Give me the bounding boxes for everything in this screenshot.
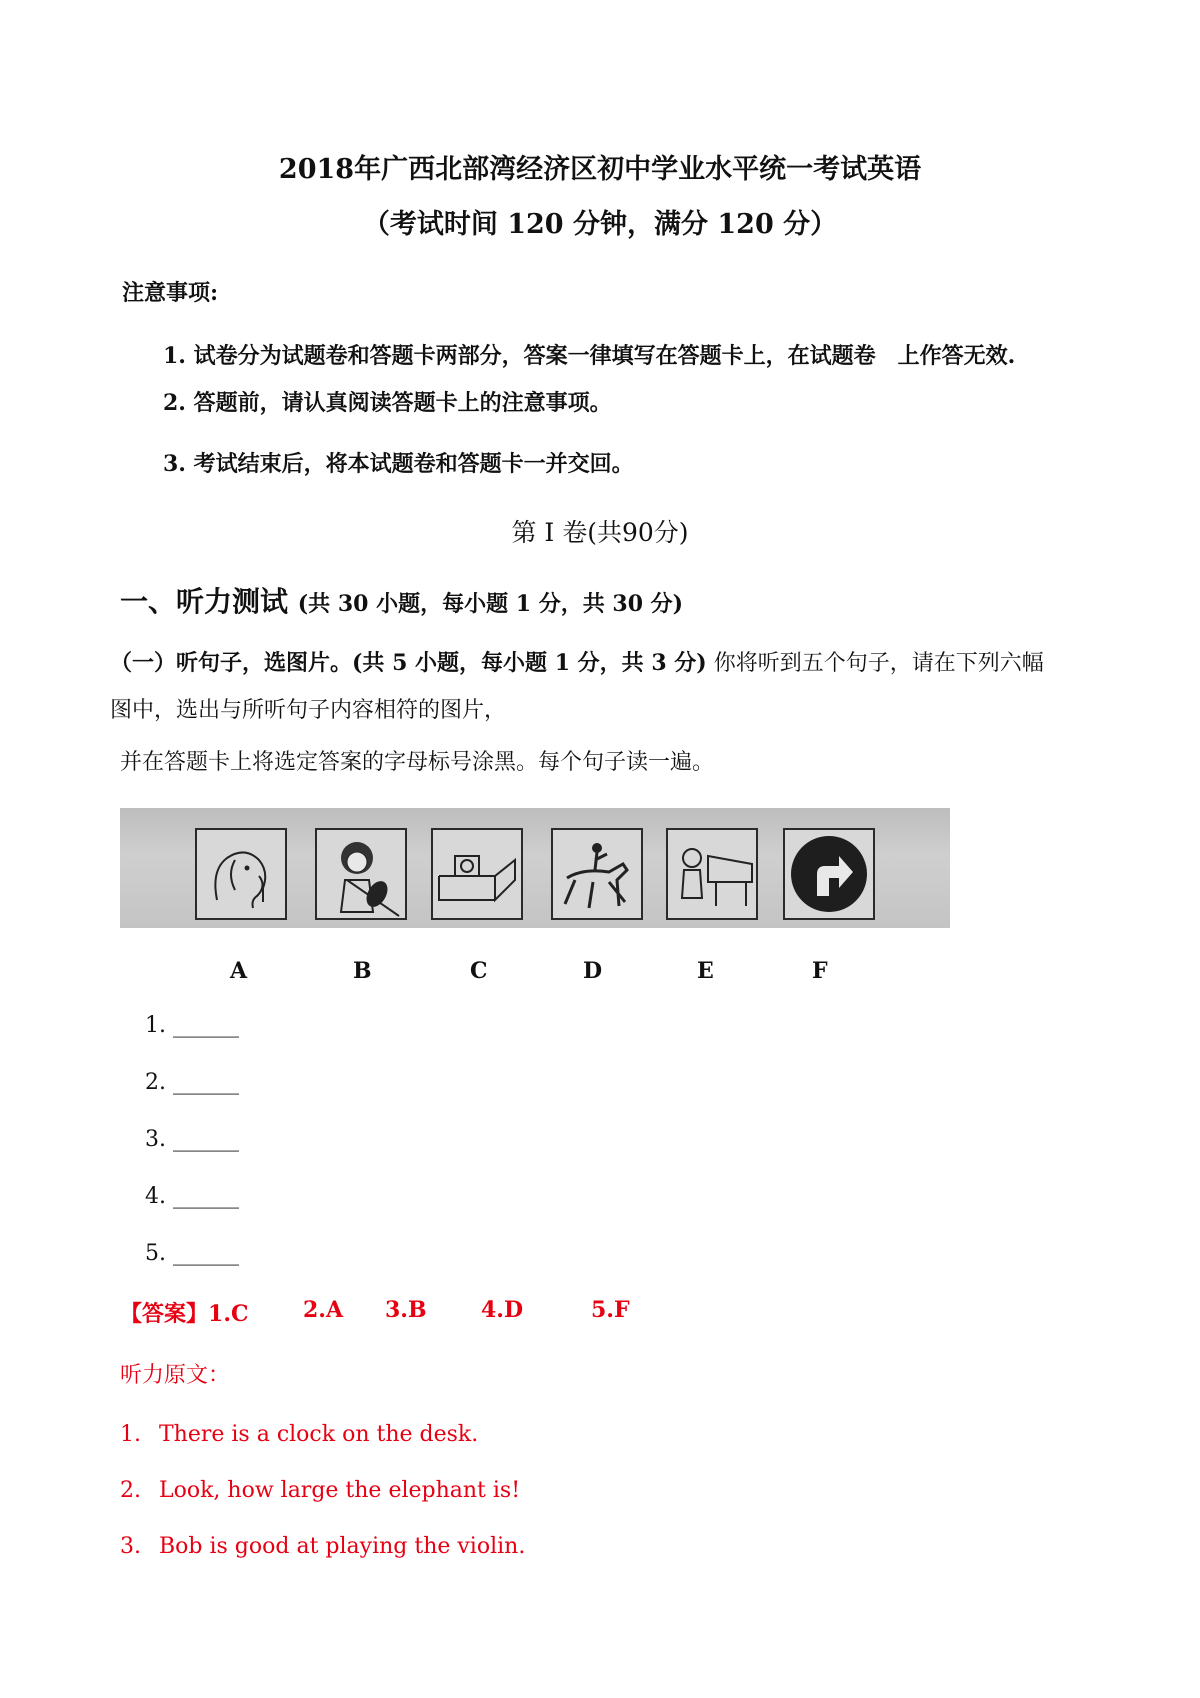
- picture-letter-a: A: [230, 958, 248, 984]
- note-item-1: 1. 试卷分为试题卷和答题卡两部分，答案一律填写在答题卡上，在试题卷 上作答无效.: [163, 343, 1016, 369]
- page-title: 2018年广西北部湾经济区初中学业水平统一考试英语: [278, 154, 922, 185]
- transcript-heading: 听力原文：: [120, 1363, 231, 1388]
- answer-blank-3[interactable]: 3. ______: [145, 1127, 239, 1152]
- note-item-2: 2. 答题前，请认真阅读答题卡上的注意事项。: [163, 390, 612, 416]
- picture-d: [551, 828, 643, 920]
- notes-heading: 注意事项:: [122, 280, 219, 306]
- picture-letter-e: E: [697, 958, 714, 984]
- transcript-text: Look, how large the elephant is!: [159, 1478, 521, 1503]
- picture-c: [431, 828, 523, 920]
- elephant-icon: [197, 830, 285, 918]
- volume-title: 第 I 卷(共90分): [511, 518, 689, 547]
- answer-item-2: 2.A: [303, 1297, 344, 1323]
- turn-right-sign-icon: [785, 830, 873, 918]
- part-instruction-line3: 并在答题卡上将选定答案的字母标号涂黑。每个句子读一遍。: [120, 750, 715, 775]
- picture-e: [666, 828, 758, 920]
- section-heading: [120, 580, 683, 620]
- answer-blank-5[interactable]: 5. ______: [145, 1241, 239, 1266]
- section-title: 一、听力测试: [120, 585, 289, 618]
- part-instruction-line1: [110, 646, 1044, 677]
- violin-player-icon: [317, 830, 405, 918]
- transcript-line-1: [120, 1422, 478, 1447]
- picture-letter-f: F: [812, 958, 828, 984]
- picture-b: [315, 828, 407, 920]
- answer-item-4: 4.D: [481, 1297, 524, 1323]
- answer-key: [120, 1297, 249, 1328]
- answer-blank-1[interactable]: 1. ______: [145, 1013, 239, 1038]
- transcript-text: Bob is good at playing the violin.: [159, 1534, 526, 1559]
- clock-on-desk-icon: [433, 830, 521, 918]
- transcript-num: 2.: [120, 1478, 141, 1503]
- note-item-3: 3. 考试结束后，将本试题卷和答题卡一并交回。: [163, 451, 634, 477]
- answer-label: 【答案】: [120, 1301, 209, 1327]
- picture-f: [783, 828, 875, 920]
- part-line1-rest: 你将听到五个句子，请在下列六幅: [706, 651, 1044, 676]
- transcript-num: 1.: [120, 1422, 141, 1447]
- page-subtitle: （考试时间 120 分钟，满分 120 分）: [362, 209, 838, 240]
- picture-strip: [120, 808, 950, 928]
- picture-letter-c: C: [470, 958, 488, 984]
- answer-item-5: 5.F: [591, 1297, 630, 1323]
- picture-a: [195, 828, 287, 920]
- picture-letter-b: B: [353, 958, 372, 984]
- transcript-text: There is a clock on the desk.: [159, 1422, 479, 1447]
- transcript-num: 3.: [120, 1534, 141, 1559]
- part-instruction-line2: 图中，选出与所听句子内容相符的图片，: [110, 698, 507, 723]
- answer-item-3: 3.B: [385, 1297, 427, 1323]
- answer-item-1: 1.C: [208, 1301, 249, 1327]
- transcript-line-2: [120, 1478, 520, 1503]
- piano-player-icon: [668, 830, 756, 918]
- answer-blank-4[interactable]: 4. ______: [145, 1184, 239, 1209]
- part-head: （一）听句子，选图片。(共 5 小题，每小题 1 分，共 3 分): [110, 650, 707, 676]
- horse-rider-icon: [553, 830, 641, 918]
- picture-letter-d: D: [583, 958, 603, 984]
- answer-blank-2[interactable]: 2. ______: [145, 1070, 239, 1095]
- transcript-line-3: [120, 1534, 525, 1559]
- section-detail: (共 30 小题，每小题 1 分，共 30 分): [297, 591, 684, 617]
